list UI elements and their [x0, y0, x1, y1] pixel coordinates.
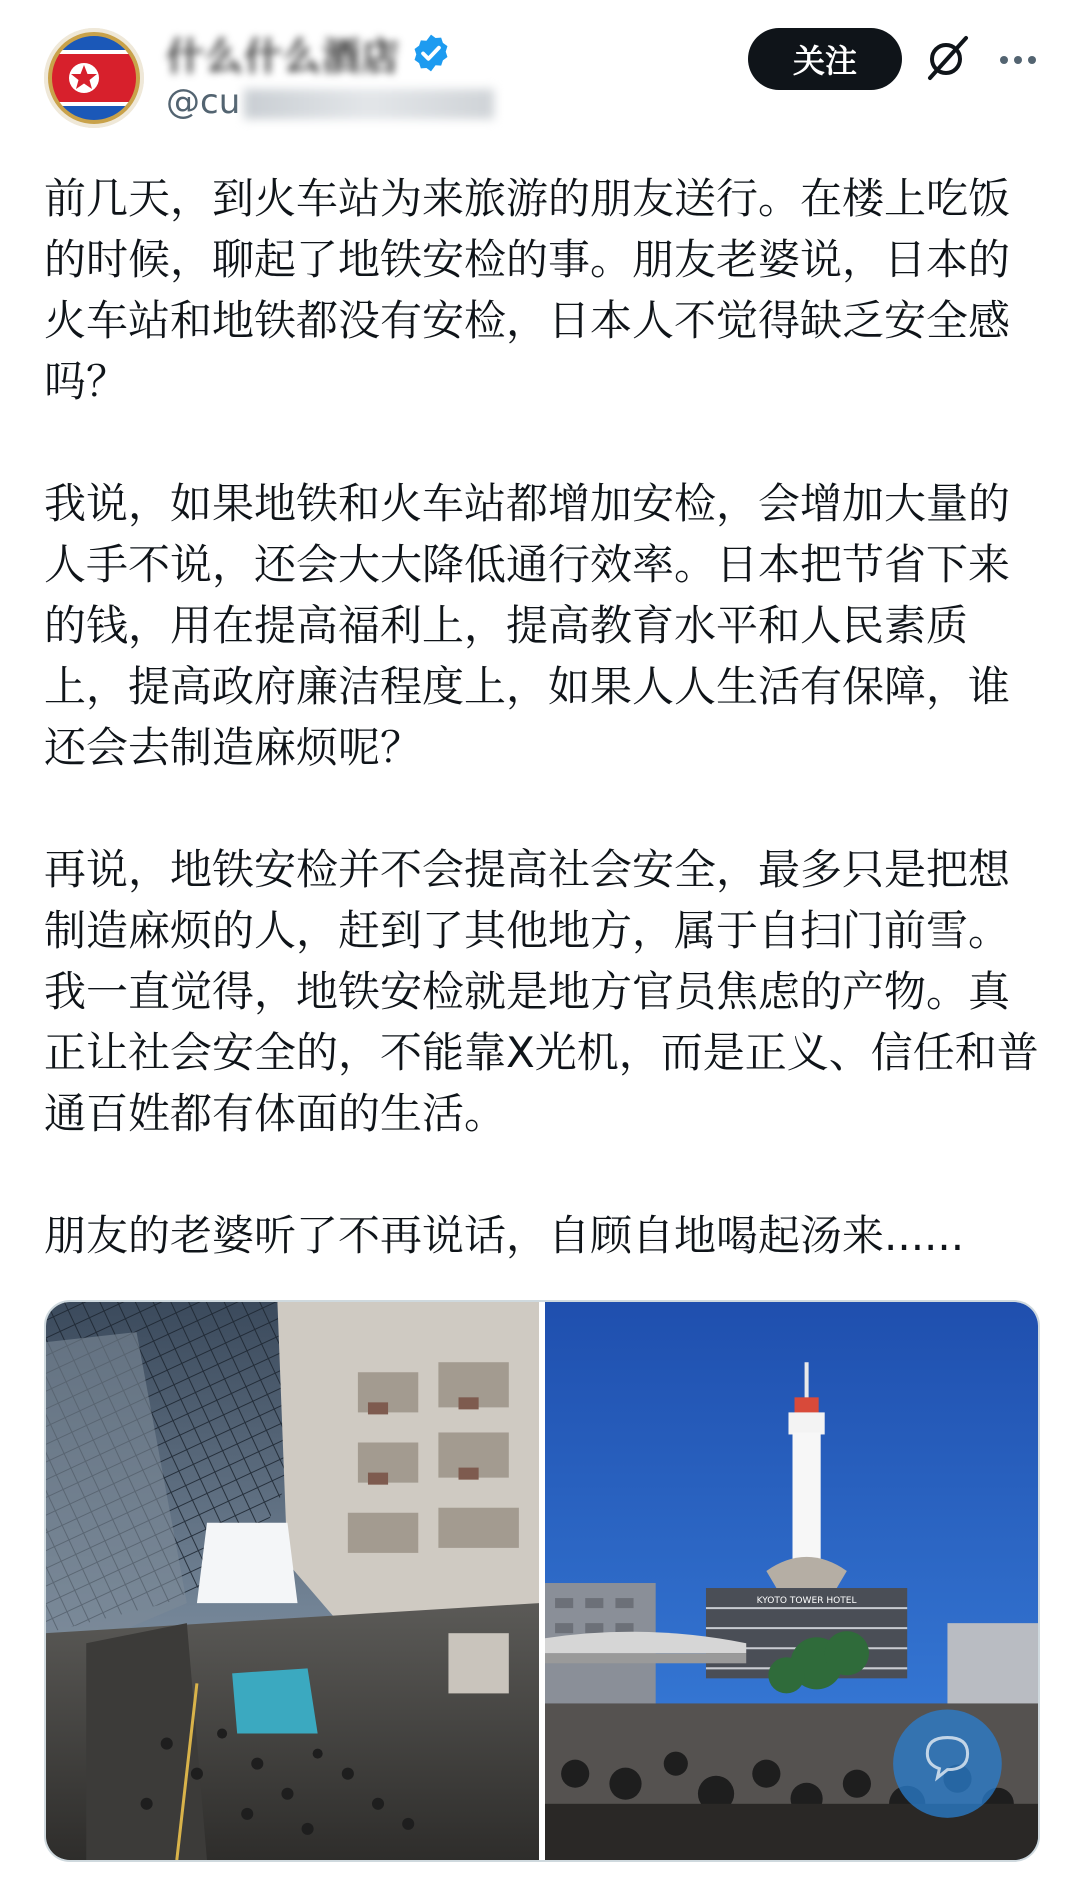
author-handle-text: @cu — [166, 82, 241, 122]
post-header — [0, 0, 1080, 150]
handle-redaction — [244, 89, 494, 119]
avatar[interactable] — [44, 28, 144, 128]
follow-button[interactable]: 关注 — [748, 28, 902, 90]
grok-icon[interactable] — [924, 34, 972, 82]
station-atrium-photo[interactable] — [46, 1302, 539, 1860]
post-paragraph-2: 我说，如果地铁和火车站都增加安检，会增加大量的人手不说，还会大大降低通行效率。日本把节省下来的钱，用在提高福利上，提高教育水平和人民素质上，提高政府廉洁程度上，如果人人生活有保障，谁还会去制造麻烦呢？ — [44, 479, 1011, 772]
post-media — [44, 1300, 1040, 1862]
tower-sign: KYOTO TOWER HOTEL — [756, 1596, 857, 1607]
author-name[interactable]: 什么什么酒店 — [166, 34, 401, 79]
post-paragraph-1: 前几天，到火车站为来旅游的朋友送行。在楼上吃饭的时候，聊起了地铁安检的事。朋友老婆说，日本的火车站和地铁都没有安检，日本人不觉得缺乏安全感吗？ — [44, 174, 1011, 406]
post-paragraph-4: 朋友的老婆听了不再说话，自顾自地喝起汤来...... — [44, 1211, 965, 1260]
post-text — [44, 168, 1044, 1266]
more-icon[interactable] — [996, 40, 1040, 80]
author-handle[interactable] — [166, 82, 494, 122]
tower-photo[interactable] — [545, 1302, 1038, 1860]
author-name-row[interactable] — [166, 28, 452, 78]
post-paragraph-3: 再说，地铁安检并不会提高社会安全，最多只是把想制造麻烦的人，赶到了其他地方，属于自扫门前雪。我一直觉得，地铁安检就是地方官员焦虑的产物。真正让社会安全的，不能靠X光机，而是正义、信任和普通百姓都有体面的生活。 — [44, 845, 1039, 1138]
verified-badge-icon — [410, 32, 452, 74]
